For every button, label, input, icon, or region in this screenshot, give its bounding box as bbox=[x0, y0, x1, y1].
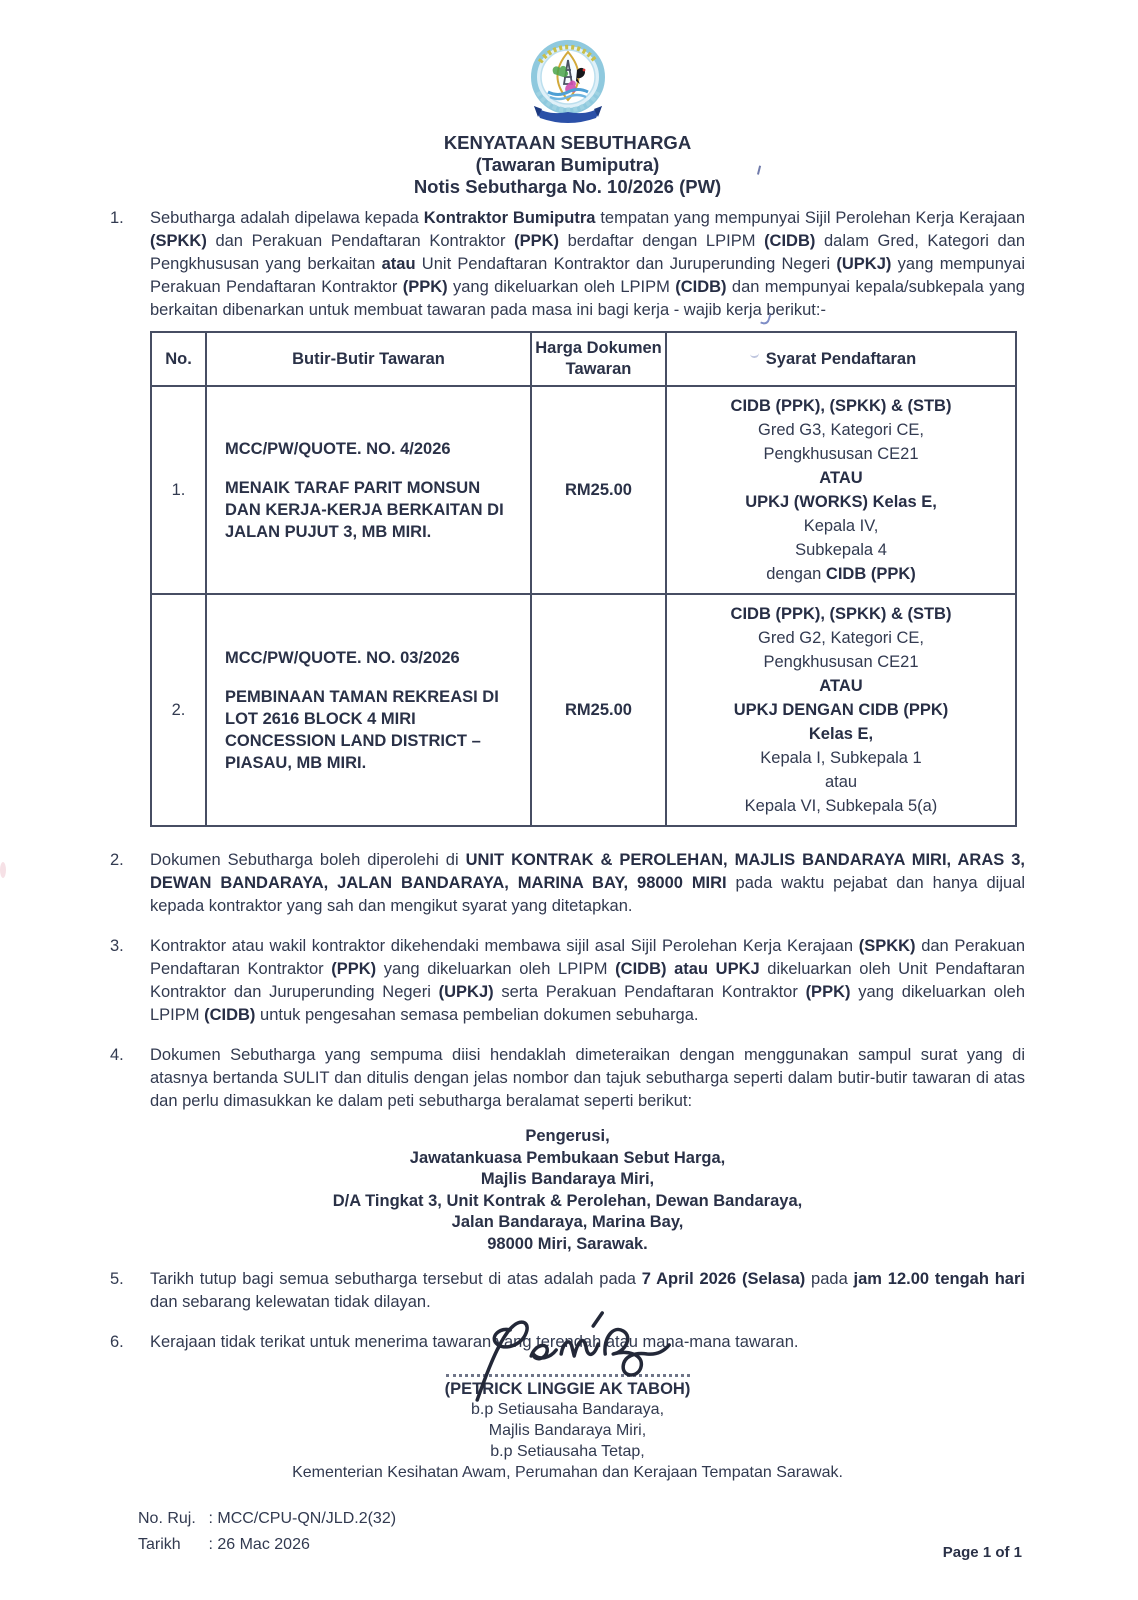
quote-reference: MCC/PW/QUOTE. NO. 03/2026 bbox=[225, 648, 460, 667]
clause-text: Dokumen Sebutharga boleh diperolehi di UNIT KONTRAK & PEROLEHAN, MAJLIS BANDARAYA MIRI, ARAS 3, DEWAN BANDARAYA, JALAN BANDARAYA, MARINA BAY, 98000 MIRI pada waktu pejabat dan hanya dijual kepada kontraktor yang sah dan mengikut syarat yang ditetapkan. bbox=[150, 851, 1026, 915]
table-header-row bbox=[151, 332, 1016, 386]
clause-number: 6. bbox=[110, 1333, 124, 1351]
col-header-harga: Harga Dokumen Tawaran bbox=[531, 332, 666, 386]
registration-requirements: CIDB (PPK), (SPKK) & (STB) Gred G2, Kategori CE, Pengkhususan CE21 ATAU UPKJ DENGAN CIDB (PPK) Kelas E, Kepala I, Subkepala 1 atau Kepala VI, Subkepala 5(a) bbox=[666, 594, 1016, 826]
clause-number: 5. bbox=[110, 1270, 124, 1288]
quote-description: MENAIK TARAF PARIT MONSUN DAN KERJA-KERJA BERKAITAN DI JALAN PUJUT 3, MB MIRI. bbox=[225, 478, 504, 541]
signatory-name: (PETRICK LINGGIE AK TABOH) bbox=[444, 1380, 691, 1398]
row-number: 2. bbox=[151, 594, 206, 826]
col-header-butir: Butir-Butir Tawaran bbox=[206, 332, 531, 386]
clause-text: Kerajaan tidak terikat untuk menerima tawaran yang terendah atau mana-mana tawaran. bbox=[150, 1333, 799, 1351]
separator: : bbox=[208, 1536, 213, 1553]
clause-text: Tarikh tutup bagi semua sebutharga tersebut di atas adalah pada 7 April 2026 (Selasa) pada jam 12.00 tengah hari dan sebarang kelewatan tidak dilayan. bbox=[150, 1270, 1025, 1311]
submission-address: Pengerusi, Jawatankuasa Pembukaan Sebut Harga, Majlis Bandaraya Miri, D/A Tingkat 3, Unit Kontrak & Perolehan, Dewan Bandaraya, Jalan Bandaraya, Marina Bay, 98000 Miri, Sarawak. bbox=[332, 1127, 803, 1253]
document-price: RM25.00 bbox=[531, 386, 666, 594]
signatory-titles: b.p Setiausaha Bandaraya, Majlis Bandaraya Miri, b.p Setiausaha Tetap, Kementerian Kesihatan Awam, Perumahan dan Kerajaan Tempatan Sarawak. bbox=[292, 1401, 843, 1481]
majlis-bandaraya-miri-crest-icon bbox=[520, 40, 616, 126]
clause-text: Dokumen Sebutharga yang sempuma diisi hendaklah dimeteraikan dengan menggunakan sampul surat yang di atasnya bertanda SULIT dan ditulis dengan jelas nombor dan tajuk sebutharga seperti dalam butir-butir tawaran di atas dan perlu dimasukkan ke dalam peti sebutharga beralamat seperti berikut: bbox=[150, 1046, 1025, 1110]
date-value: 26 Mac 2026 bbox=[217, 1536, 310, 1553]
ref-label: No. Ruj. bbox=[138, 1510, 196, 1527]
tender-details bbox=[206, 594, 531, 826]
handwritten-signature-icon bbox=[443, 1304, 683, 1404]
clause-3 bbox=[110, 935, 1025, 1027]
ref-value: MCC/CPU-QN/JLD.2(32) bbox=[217, 1510, 397, 1527]
document-title: KENYATAAN SEBUTHARGA bbox=[443, 132, 692, 153]
clause-number: 1. bbox=[110, 209, 124, 227]
tender-details bbox=[206, 386, 531, 594]
col-header-syarat: Syarat Pendaftaran bbox=[666, 332, 1016, 386]
clause-2 bbox=[110, 849, 1025, 918]
separator: : bbox=[208, 1510, 213, 1527]
col-header-no: No. bbox=[151, 332, 206, 386]
quote-reference: MCC/PW/QUOTE. NO. 4/2026 bbox=[225, 439, 451, 458]
scan-artifact bbox=[0, 862, 6, 878]
date-row bbox=[138, 1532, 396, 1558]
page-number: Page 1 of 1 bbox=[942, 1544, 1022, 1561]
clause-text: Sebutharga adalah dipelawa kepada Kontraktor Bumiputra tempatan yang mempunyai Sijil Perolehan Kerja Kerajaan (SPKK) dan Perakuan Pendaftaran Kontraktor (PPK) berdaftar dengan LPIPM (CIDB) dalam Gred, Kategori dan Pengkhususan yang berkaitan atau Unit Pendaftaran Kontraktor dan Juruperunding Negeri (UPKJ) yang mempunyai Perakuan Pendaftaran Kontraktor (PPK) yang dikeluarkan oleh LPIPM (CIDB) dan mempunyai kepala/subkepala yang berkaitan dibenarkan untuk membuat tawaran pada masa ini bagi kerja - wajib kerja berikut:- bbox=[150, 209, 1026, 319]
reference-number-row bbox=[138, 1506, 396, 1532]
clause-number: 4. bbox=[110, 1046, 124, 1064]
quote-description: PEMBINAAN TAMAN REKREASI DI LOT 2616 BLOCK 4 MIRI CONCESSION LAND DISTRICT – PIASAU, MB MIRI. bbox=[225, 687, 499, 772]
reference-footer bbox=[138, 1506, 396, 1558]
signature-block bbox=[110, 1300, 1025, 1483]
tender-table bbox=[150, 331, 1017, 827]
clause-number: 3. bbox=[110, 937, 124, 955]
row-number: 1. bbox=[151, 386, 206, 594]
notice-number: Notis Sebutharga No. 10/2026 (PW) bbox=[413, 176, 722, 197]
clause-1 bbox=[110, 207, 1025, 322]
date-label: Tarikh bbox=[138, 1536, 181, 1553]
clause-number: 2. bbox=[110, 851, 124, 869]
clause-4 bbox=[110, 1044, 1025, 1113]
document-price: RM25.00 bbox=[531, 594, 666, 826]
table-row bbox=[151, 594, 1016, 826]
registration-requirements: CIDB (PPK), (SPKK) & (STB) Gred G3, Kategori CE, Pengkhususan CE21 ATAU UPKJ (WORKS) Kelas E, Kepala IV, Subkepala 4 dengan CIDB (PPK) bbox=[666, 386, 1016, 594]
table-row bbox=[151, 386, 1016, 594]
clause-text: Kontraktor atau wakil kontraktor dikehendaki membawa sijil asal Sijil Perolehan Kerja Kerajaan (SPKK) dan Perakuan Pendaftaran Kontraktor (PPK) yang dikeluarkan oleh LPIPM (CIDB) atau UPKJ dikeluarkan oleh Unit Pendaftaran Kontraktor dan Juruperunding Negeri (UPKJ) serta Perakuan Pendaftaran Kontraktor (PPK) yang dikeluarkan oleh LPIPM (CIDB) untuk pengesahan semasa pembelian dokumen sebuharga. bbox=[150, 937, 1025, 1024]
document-subtitle: (Tawaran Bumiputra) bbox=[475, 154, 660, 175]
